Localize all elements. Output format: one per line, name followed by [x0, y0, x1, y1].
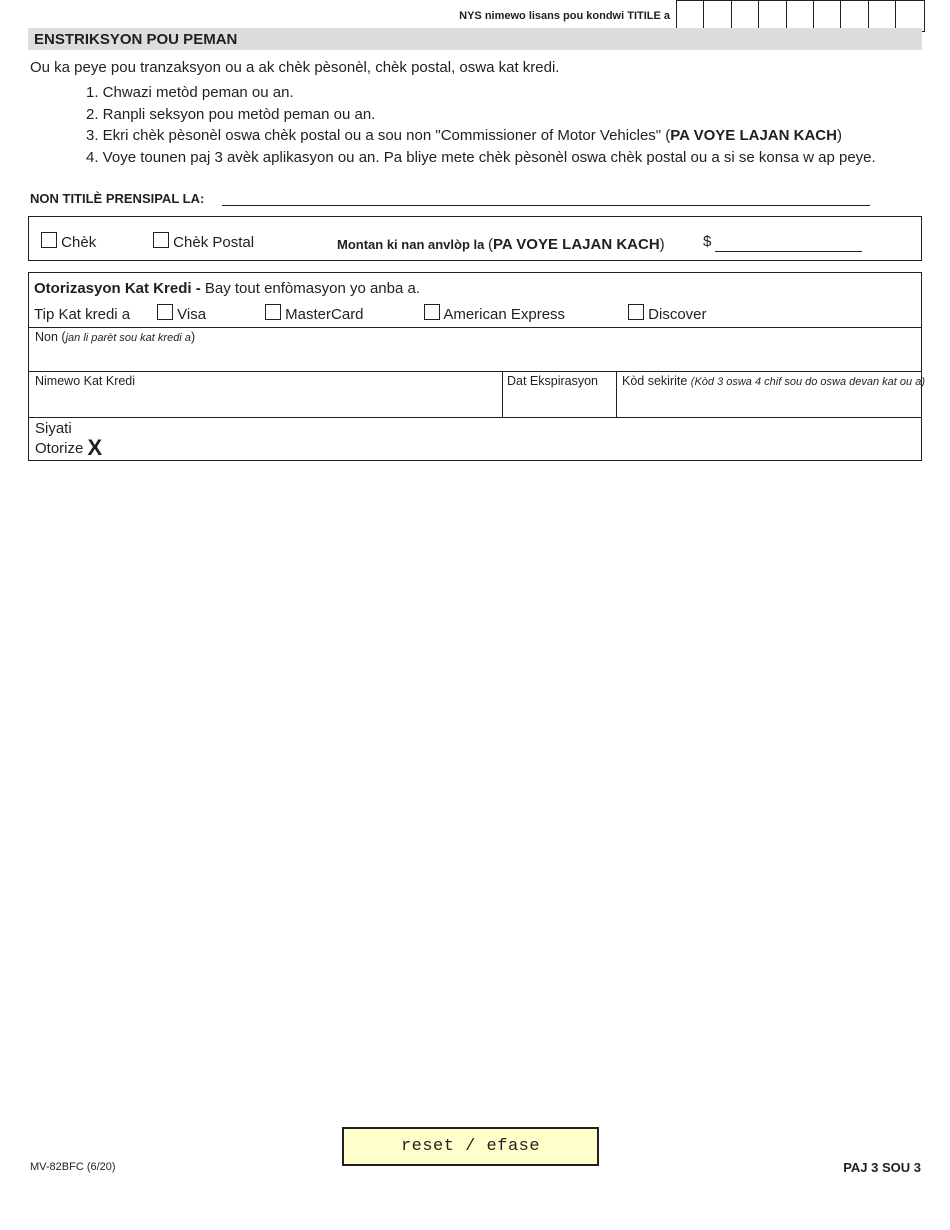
amex-option[interactable]	[424, 304, 565, 323]
visa-option[interactable]	[157, 304, 206, 323]
license-digit-box[interactable]	[677, 1, 704, 30]
card-type-label: Tip Kat kredi a	[34, 306, 131, 323]
intro-text: Ou ka peye pou tranzaksyon ou a ak chèk pèsonèl, chèk postal, oswa kat kredi.	[30, 59, 560, 76]
license-digit-box[interactable]	[869, 1, 896, 30]
expiration-label: Dat Ekspirasyon	[507, 374, 599, 388]
credit-card-title	[34, 280, 420, 297]
step-1: 1. Chwazi metòd peman ou an.	[86, 84, 294, 101]
signature-x-mark: X	[87, 435, 103, 460]
security-label-italic: (Kòd 3 oswa 4 chif sou do oswa devan kat ou a)	[690, 376, 925, 388]
amount-no-cash: PA VOYE LAJAN KACH	[492, 236, 660, 253]
card-number-field[interactable]	[29, 372, 502, 417]
owner-name-row	[30, 190, 870, 210]
form-id: MV-82BFC (6/20)	[30, 1161, 116, 1173]
license-digit-box[interactable]	[814, 1, 841, 30]
section-header-bar	[28, 28, 922, 50]
amex-label: American Express	[443, 306, 566, 323]
discover-checkbox[interactable]	[628, 304, 644, 320]
name-label-text: Non (	[35, 330, 66, 344]
signature-line-1: Siyati	[35, 420, 72, 437]
license-digit-box[interactable]	[896, 1, 923, 30]
reset-button[interactable]: reset / efase	[342, 1127, 599, 1166]
visa-label: Visa	[177, 306, 207, 323]
signature-field[interactable]	[119, 418, 921, 461]
step-3-bold: PA VOYE LAJAN KACH	[670, 127, 837, 145]
dollar-sign: $	[703, 233, 712, 250]
license-digit-box[interactable]	[732, 1, 759, 30]
amount-paren-open: (	[487, 236, 493, 253]
license-digit-box[interactable]	[787, 1, 814, 30]
discover-label: Discover	[648, 306, 707, 323]
instruction-steps	[86, 84, 876, 171]
security-code-field[interactable]	[617, 372, 921, 417]
amount-label-text: Montan ki nan anvlòp la	[337, 237, 488, 252]
license-digit-box[interactable]	[841, 1, 868, 30]
money-order-checkbox[interactable]	[153, 232, 169, 248]
expiration-field[interactable]	[503, 372, 616, 417]
name-label-italic: jan li parèt sou kat kredi a	[65, 332, 191, 344]
security-label-text: Kòd sekirite	[622, 374, 691, 388]
license-number-label: NYS nimewo lisans pou kondwi TITILE a	[459, 10, 670, 22]
cardholder-name-field[interactable]	[29, 328, 921, 371]
check-label: Chèk	[61, 234, 97, 251]
credit-card-title-bold: Otorizasyon Kat Kredi -	[34, 280, 201, 297]
step-3	[86, 127, 876, 149]
mastercard-checkbox[interactable]	[265, 304, 281, 320]
credit-card-box	[28, 272, 925, 461]
money-order-option[interactable]	[153, 232, 254, 251]
amount-label	[337, 236, 665, 253]
step-3-text: 3. Ekri chèk pèsonèl oswa chèk postal ou a sou non "Commissioner of Motor Vehicles" (	[86, 127, 671, 145]
discover-option[interactable]	[628, 304, 707, 323]
amex-checkbox[interactable]	[424, 304, 440, 320]
step-4: 4. Voye tounen paj 3 avèk aplikasyon ou an. Pa bliye mete chèk pèsonèl oswa chèk postal ou a si se konsa w ap peye.	[86, 149, 876, 167]
name-label-close: )	[190, 330, 196, 344]
owner-name-label: NON TITILÈ PRENSIPAL LA:	[30, 191, 205, 206]
card-number-label: Nimewo Kat Kredi	[35, 374, 136, 388]
mastercard-option[interactable]	[265, 304, 364, 323]
signature-label	[35, 419, 102, 458]
money-order-label: Chèk Postal	[173, 234, 255, 251]
step-3-close: )	[836, 127, 842, 145]
step-2: 2. Ranpli seksyon pou metòd peman ou an.	[86, 105, 376, 123]
amount-field[interactable]	[715, 251, 862, 252]
signature-line-2: Otorize	[35, 440, 88, 457]
payment-method-box	[28, 216, 922, 261]
page-number: PAJ 3 SOU 3	[843, 1160, 921, 1175]
license-digit-box[interactable]	[759, 1, 786, 30]
check-checkbox[interactable]	[41, 232, 57, 248]
license-digit-box[interactable]	[704, 1, 731, 30]
check-option[interactable]	[41, 232, 96, 251]
mastercard-label: MasterCard	[285, 306, 364, 323]
amount-paren-close: )	[659, 236, 665, 253]
owner-name-field[interactable]	[222, 205, 870, 206]
visa-checkbox[interactable]	[157, 304, 173, 320]
section-title: ENSTRIKSYON POU PEMAN	[34, 31, 238, 48]
credit-card-title-rest: Bay tout enfòmasyon yo anba a.	[200, 280, 421, 297]
